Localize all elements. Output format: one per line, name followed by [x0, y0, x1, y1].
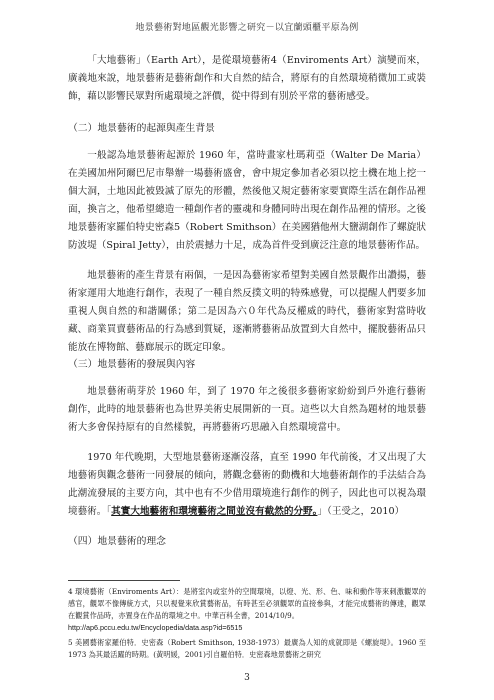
- footnote-divider: [68, 580, 180, 581]
- quote-citation: 」（王受之，2010）: [317, 506, 405, 517]
- footnote-4-url[interactable]: http://ap6.pccu.edu.tw/Encyclopedia/data.asp?id=6515: [68, 623, 243, 632]
- footnote-5: 5 美國藝術家羅伯特．史密森（Robert Smithson, 1938-1973）最廣為人知的成就即是《螺旋堤》。1960 至 1973 為其最活躍的時期。(黃明媛，2001)引自羅伯特．史密森地景藝術之研究: [68, 638, 426, 659]
- running-title: 地景藝術對地區觀光影響之研究－以宜蘭頭櫃平原為例: [135, 23, 359, 33]
- section-2-heading: （二）地景藝術的起源與產生背景: [68, 123, 215, 134]
- section-3-heading: （三）地景藝術的發展與內容: [68, 359, 196, 370]
- section-3-paragraph-2: [68, 449, 426, 521]
- section-2-paragraph-2: 地景藝術的產生背景有兩個，一是因為藝術家希望對美國自然景觀作出讚揚，藝術家運用大地進行創作，表現了一種自然反撲文明的特殊感覺，可以提醒人們要多加重視人與自然的和諧關係；第二是因為六０年代為反權威的時代，藝術家對當時收藏、商業買賣藝術品的行為感到質疑，逐漸將藝術品放置到大自然中，擺脫藝術品只能放在博物館、藝廊展示的既定印象。: [68, 270, 426, 353]
- footnote-4: [68, 586, 426, 634]
- section-3-paragraph-2-lead: 1970 年代晚期，大型地景藝術逐漸沒落，直至 1990 年代前後，才又出現了大地藝術與觀念藝術一同發展的傾向，將觀念藝術的動機和大地藝術創作的手法結合為此潮流發展的主要方向，其中也有不少借用環境進行創作的例子，因此也可以視為環境藝術。「: [68, 452, 426, 517]
- section-3-paragraph-1: 地景藝術萌芽於 1960 年，到了 1970 年之後很多藝術家紛紛到戶外進行藝術創作，此時的地景藝術也為世界美術史展開新的一頁。這些以大自然為題材的地景藝術大多會保持原有的自然樣貌，再將藝術巧思融入自然環境當中。: [68, 386, 426, 433]
- page-number: 3: [244, 673, 250, 683]
- emphasis-quote: 其實大地藝術和環境藝術之間並沒有截然的分野。: [111, 506, 318, 517]
- footnote-4-text: 4 環境藝術（Enviroments Art）：是將室內或室外的空間環境，以燈、光、形、色、味和動作等來刺激觀眾的感官，觀眾不像傳統方式，只以視覺來欣賞藝術品，有時甚至必須觀眾的直接參與，才能完成藝術的傳達，觀眾在觀賞作品時，亦置身在作品的環境之中。中華百科全書，2014/10/9。: [68, 587, 426, 620]
- intro-paragraph: 「大地藝術」（Earth Art），是從環境藝術4（Enviroments Art）演變而來，廣義地來說，地景藝術是藝術創作和大自然的結合，將原有的自然環境稍微加工或裝飾，藉以影響民眾對所處環境之評價，從中得到有別於平常的藝術感受。: [68, 55, 426, 102]
- section-4-heading: （四）地景藝術的理念: [68, 536, 166, 547]
- section-2-paragraph-1: 一般認為地景藝術起源於 1960 年，當時畫家杜瑪莉亞（Walter De Maria）在美國加州阿爾巴尼市舉辦一場藝術盛會，會中規定參加者必須以挖土機在地上挖一個大洞，土地因此被毀滅了原先的形體，然後他又規定藝術家要實際生活在創作品裡面，換言之，他希望總造一種創作者的靈魂和身體同時出現在創作品裡的情形。之後地景藝術家羅伯特史密森5（Robert Smithson）在美國猶他州大鹽湖創作了螺旋狀防波堤（Spiral Jetty），由於震撼力十足，成為首件受到廣泛注意的地景藝術作品。: [68, 150, 426, 251]
